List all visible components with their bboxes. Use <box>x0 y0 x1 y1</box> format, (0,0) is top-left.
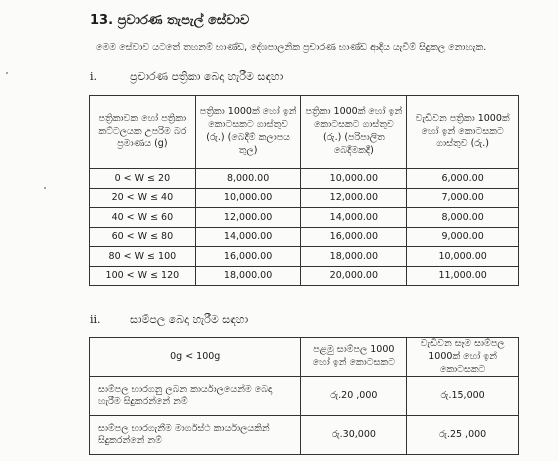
column-header-weight: පත්‍රිකාවක හෝ පත්‍රිකා කට්ටලයක උපරිම බර ප්‍රමාණය (g) <box>90 96 196 169</box>
table-header-row <box>90 96 519 169</box>
rate-cell: 12,000.00 <box>301 188 407 208</box>
table-header-row <box>90 338 519 377</box>
section-intro: මෙම සේවාව යටතේ තහනම් භාණ්ඩ, දේශපාලනික ප්‍රචාරණ භාණ්ඩ ආදිය යැවීම් සිදුකල නොහැක. <box>96 42 487 53</box>
rate-cell: 10,000.00 <box>301 169 407 189</box>
rate-cell: 8,000.00 <box>195 169 301 189</box>
rate-cell: 10,000.00 <box>195 188 301 208</box>
rate-cell: 9,000.00 <box>407 227 519 247</box>
rate-cell: රු.25 ,000 <box>407 416 519 455</box>
scan-speck <box>44 187 46 189</box>
weight-cell: 0 < W ≤ 20 <box>90 169 196 189</box>
rate-cell: 6,000.00 <box>407 169 519 189</box>
rate-cell: 20,000.00 <box>301 266 407 286</box>
rate-cell: රු.30,000 <box>301 416 407 455</box>
rate-cell: 12,000.00 <box>195 208 301 228</box>
table-row <box>90 416 519 455</box>
description-cell: සාම්පල භාරගනු ලබන කාර්යාලයෙන්ම බෙදා හැරීම සිදුකරන්නේ නම් <box>90 377 301 416</box>
rate-cell: 16,000.00 <box>195 247 301 267</box>
section-title: 13. ප්‍රවාරණ තැපැල් සේවාව <box>90 13 250 28</box>
weight-cell: 60 < W ≤ 80 <box>90 227 196 247</box>
weight-cell: 80 < W ≤ 100 <box>90 247 196 267</box>
leaflet-rates-table <box>89 95 519 286</box>
scan-speck <box>6 72 8 74</box>
rate-cell: 14,000.00 <box>301 208 407 228</box>
rate-cell: රු.20 ,000 <box>301 377 407 416</box>
column-header-weight-range: 0g < 100g <box>90 338 301 377</box>
table-row <box>90 247 519 267</box>
weight-cell: 20 < W ≤ 40 <box>90 188 196 208</box>
rate-cell: රු.15,000 <box>407 377 519 416</box>
subsection-1-heading <box>90 70 283 84</box>
column-header-first-1000: පළමු සාම්පල 1000 හෝ ඉන් කොටසකට <box>301 338 407 377</box>
column-header-additional-rate: වැඩිවන පත්‍රිකා 1000ක් හෝ ඉන් කොටසකට ගාස්තුව (රු.) <box>407 96 519 169</box>
rate-cell: 11,000.00 <box>407 266 519 286</box>
column-header-zone-rate: පත්‍රිකා 1000ක් හෝ ඉන් කොටසකට ගාස්තුව (රු.) (බෙදීම් කලාපය තුල) <box>195 96 301 169</box>
rate-cell: 8,000.00 <box>407 208 519 228</box>
sample-rates-table <box>89 337 519 455</box>
rate-cell: 10,000.00 <box>407 247 519 267</box>
rate-cell: 18,000.00 <box>195 266 301 286</box>
table-row <box>90 188 519 208</box>
weight-cell: 100 < W ≤ 120 <box>90 266 196 286</box>
table-row <box>90 208 519 228</box>
subsection-1-title: ප්‍රචාරණ පත්‍රිකා බෙදා හැරීම සඳහා <box>130 70 284 83</box>
weight-cell: 40 < W ≤ 60 <box>90 208 196 228</box>
rate-cell: 18,000.00 <box>301 247 407 267</box>
table-row <box>90 169 519 189</box>
table-row <box>90 377 519 416</box>
rate-cell: 7,000.00 <box>407 188 519 208</box>
table-row <box>90 266 519 286</box>
column-header-additional-1000: වැඩිවන සෑම සාම්පල 1000ක් හෝ ඉන් කොටසකට <box>407 338 519 377</box>
subsection-2-title: සාම්පල බෙදා හැරීම සඳහා <box>130 313 249 326</box>
rate-cell: 14,000.00 <box>195 227 301 247</box>
description-cell: සාම්පල භාරගැනීම මාර්ගස්ථ කාර්යාලයකින් සිදුකරන්නේ නම් <box>90 416 301 455</box>
subsection-1-number: i. <box>90 70 98 83</box>
subsection-2-heading <box>90 313 248 327</box>
column-header-admin-rate: පත්‍රිකා 1000ක් හෝ ඉන් කොටසකට ගාස්තුව (රු.) (පරිපාලිත බෙදීමකදී) <box>301 96 407 169</box>
table-row <box>90 227 519 247</box>
subsection-2-number: ii. <box>90 313 101 326</box>
rate-cell: 16,000.00 <box>301 227 407 247</box>
